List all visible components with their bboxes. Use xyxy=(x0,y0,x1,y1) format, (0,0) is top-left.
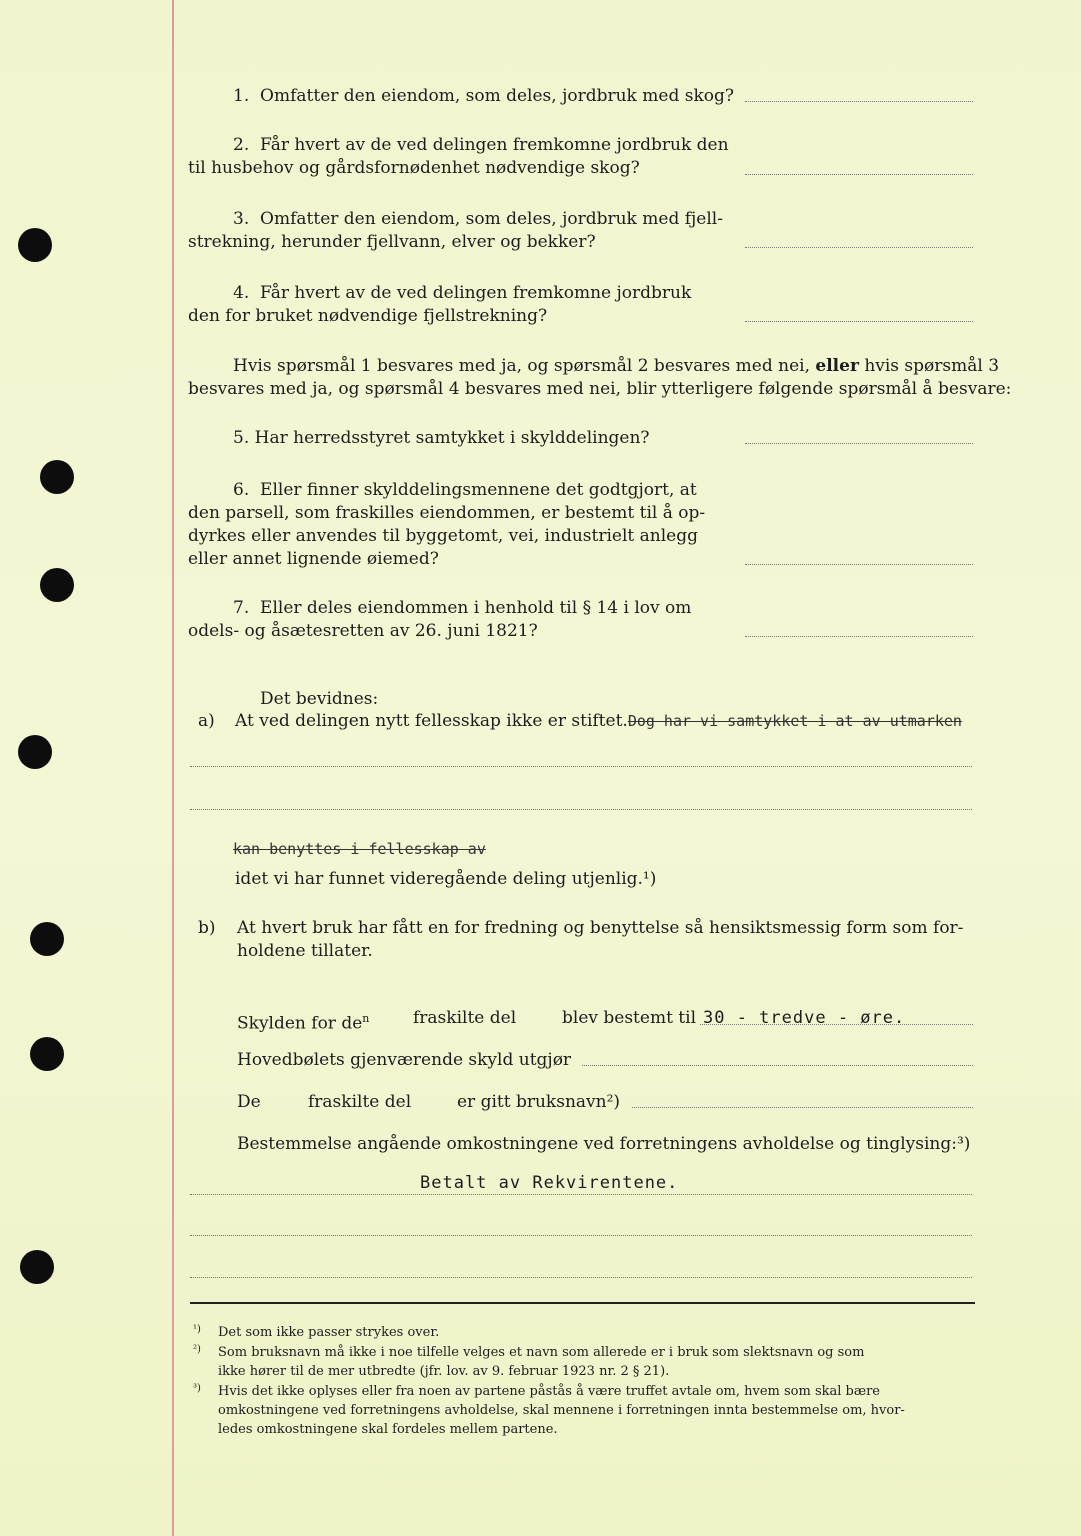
bestem-line-2 xyxy=(190,1234,972,1236)
cert-a-struck-line: kan benyttes i fellesskap av xyxy=(233,840,486,858)
punch-hole xyxy=(20,1250,54,1284)
answer-line-3[interactable] xyxy=(745,246,973,248)
hoved-label: Hovedbølets gjenværende skyld utgjør xyxy=(237,1050,572,1070)
question-6-line3: dyrkes eller anvendes til byggetomt, vei, industrielt anlegg xyxy=(188,526,698,546)
skyld-label-b: fraskilte del xyxy=(413,1008,517,1028)
question-4-line2: den for bruket nødvendige fjellstrekning? xyxy=(188,306,548,326)
bestem-value[interactable]: Betalt av Rekvirentene. xyxy=(420,1173,679,1193)
question-6-line1: 6. Eller finner skylddelingsmennene det godtgjort, at xyxy=(233,480,697,500)
footnote-1: Det som ikke passer strykes over. xyxy=(218,1325,440,1340)
question-3-line2: strekning, herunder fjellvann, elver og bekker? xyxy=(188,232,596,252)
answer-line-7[interactable] xyxy=(745,635,973,637)
skyld-label-c: blev bestemt til xyxy=(562,1008,697,1028)
footnote-2-line2: ikke hører til de mer utbredte (jfr. lov. av 9. februar 1923 nr. 2 § 21). xyxy=(218,1364,670,1379)
answer-line-5[interactable] xyxy=(745,442,973,444)
footnote-3-line1: Hvis det ikke oplyses eller fra noen av partene påstås å være truffet avtale om, hvem som skal bære xyxy=(218,1384,880,1399)
de-label-b: fraskilte del xyxy=(308,1092,412,1112)
footnote-1-mark: ¹) xyxy=(193,1324,201,1335)
question-4-line1: 4. Får hvert av de ved delingen fremkomne jordbruk xyxy=(233,283,692,303)
question-7-line2: odels- og åsætesretten av 26. juni 1821? xyxy=(188,621,538,641)
question-7-line1: 7. Eller deles eiendommen i henhold til § 14 i lov om xyxy=(233,598,692,618)
punch-hole xyxy=(30,922,64,956)
bestem-line-3 xyxy=(190,1276,972,1278)
bestem-line-1 xyxy=(190,1193,972,1195)
answer-line-2[interactable] xyxy=(745,173,973,175)
answer-line-1[interactable] xyxy=(745,100,973,102)
question-2-line2: til husbehov og gårdsfornødenhet nødvendige skog? xyxy=(188,158,640,178)
question-6-line2: den parsell, som fraskilles eiendommen, er bestemt til å op- xyxy=(188,503,706,523)
punch-hole xyxy=(18,735,52,769)
footnote-rule xyxy=(190,1302,975,1304)
skyld-value[interactable]: 30 - tredve - øre. xyxy=(703,1008,906,1028)
cert-a-continuation: idet vi har funnet videregående deling utjenlig.¹) xyxy=(235,869,657,889)
punch-hole xyxy=(18,228,52,262)
question-6-line4: eller annet lignende øiemed? xyxy=(188,549,439,569)
hoved-line[interactable] xyxy=(582,1064,973,1066)
cert-b-label: b) xyxy=(198,918,216,938)
footnote-2-line1: Som bruksnavn må ikke i noe tilfelle velges et navn som allerede er i bruk som slektsnavn og som xyxy=(218,1345,865,1360)
footnote-3-line2: omkostningene ved forretningens avholdelse, skal mennene i forretningen innta bestemmelse om, hvor- xyxy=(218,1403,905,1418)
question-1: 1. Omfatter den eiendom, som deles, jordbruk med skog? xyxy=(233,86,734,106)
answer-line-4[interactable] xyxy=(745,320,973,322)
punch-hole xyxy=(40,460,74,494)
de-label-c: er gitt bruksnavn²) xyxy=(457,1092,621,1112)
margin-line xyxy=(172,0,174,1536)
skyld-label: Skylden for $de^n$ xyxy=(237,1012,370,1034)
punch-hole xyxy=(30,1037,64,1071)
de-label: De xyxy=(237,1092,261,1112)
punch-hole xyxy=(40,568,74,602)
instruction-line2: besvares med ja, og spørsmål 4 besvares med nei, blir ytterligere følgende spørsmål å besvare: xyxy=(188,379,1012,399)
cert-b-line1: At hvert bruk har fått en for fredning og benyttelse så hensiktsmessig form som for- xyxy=(237,918,964,938)
cert-b-line2: holdene tillater. xyxy=(237,941,373,961)
cert-a-text: At ved delingen nytt fellesskap ikke er stiftet.Dog har vi samtykket i at av utmarken xyxy=(235,711,962,731)
instruction-line1: Hvis spørsmål 1 besvares med ja, og spørsmål 2 besvares med nei, eller hvis spørsmål 3 xyxy=(233,356,1000,376)
cert-a-label: a) xyxy=(198,711,215,731)
footnote-3-line3: ledes omkostningene skal fordeles mellem partene. xyxy=(218,1422,558,1437)
skyld-line xyxy=(700,1023,973,1025)
footnote-2-mark: ²) xyxy=(193,1344,201,1355)
bestem-label: Bestemmelse angående omkostningene ved forretningens avholdelse og tinglysing:³) xyxy=(237,1134,971,1154)
cert-a-line-1[interactable] xyxy=(190,765,972,767)
cert-a-line-2[interactable] xyxy=(190,808,972,810)
certification-heading: Det bevidnes: xyxy=(260,689,379,709)
footnote-3-mark: ³) xyxy=(193,1383,201,1394)
question-2-line1: 2. Får hvert av de ved delingen fremkomne jordbruk den xyxy=(233,135,729,155)
question-3-line1: 3. Omfatter den eiendom, som deles, jordbruk med fjell- xyxy=(233,209,723,229)
question-5: 5. Har herredsstyret samtykket i skylddelingen? xyxy=(233,428,650,448)
bruksnavn-line[interactable] xyxy=(632,1106,973,1108)
answer-line-6[interactable] xyxy=(745,563,973,565)
